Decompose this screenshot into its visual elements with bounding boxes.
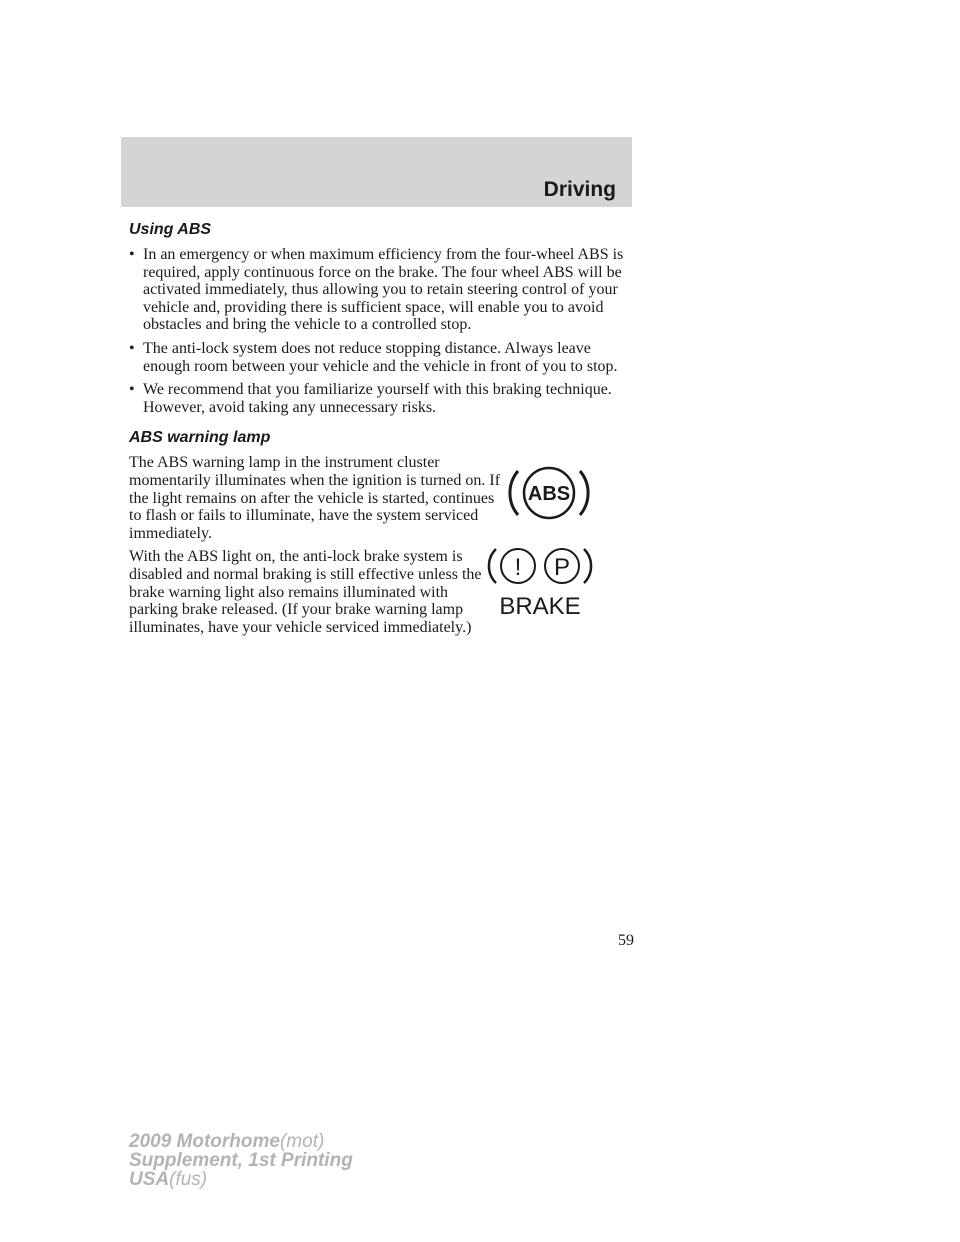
list-item-text: The anti-lock system does not reduce stopping distance. Always leave enough room between your vehicle and the vehicle in front of you to stop. [143, 339, 618, 375]
footer-line-3 [129, 1170, 353, 1189]
using-abs-list [129, 246, 634, 416]
list-item [129, 381, 634, 416]
abs-warning-heading: ABS warning lamp [129, 429, 271, 447]
abs-warning-block [129, 454, 634, 542]
footer-region-code: (fus) [169, 1169, 208, 1190]
section-title: Driving [543, 178, 616, 201]
exclamation-icon: ! [514, 554, 522, 582]
list-item [129, 246, 634, 334]
document-footer [129, 1132, 353, 1189]
page-number: 59 [618, 932, 634, 949]
using-abs-heading: Using ABS [129, 221, 212, 238]
page-content [129, 220, 634, 642]
abs-warning-paragraph: The ABS warning lamp in the instrument cluster momentarily illuminates when the ignition is turned on. If the light remains on after the vehicle is started, continues to flash or fails to illuminate, have the system serviced immediately. [129, 454, 501, 542]
footer-region: USA [129, 1169, 170, 1190]
bullet-icon: • [129, 339, 135, 357]
brake-warning-icon [484, 544, 594, 624]
list-item [129, 340, 634, 375]
section-header-band [121, 137, 632, 207]
brake-warning-paragraph: With the ABS light on, the anti-lock brake system is disabled and normal braking is still effective unless the brake warning light also remains illuminated with parking brake released. (If your brake warning lamp illuminates, have your vehicle serviced immediately.) [129, 548, 482, 636]
footer-line-1 [129, 1132, 353, 1151]
footer-model-code: (mot) [279, 1131, 325, 1152]
list-item-text: In an emergency or when maximum efficiency from the four-wheel ABS is required, apply continuous force on the brake. The four wheel ABS will be activated immediately, thus allowing you to retain steering control of your vehicle and, providing there is sufficient space, will enable you to avoid obstacles and bring the vehicle to a controlled stop. [143, 246, 624, 334]
abs-warning-icon [504, 458, 594, 528]
brake-warning-block [129, 548, 634, 636]
footer-line-2: Supplement, 1st Printing [129, 1150, 353, 1171]
list-item-text: We recommend that you familiarize yourself with this braking technique. However, avoid taking any unnecessary risks. [143, 381, 612, 416]
abs-icon-label: ABS [527, 483, 571, 506]
bullet-icon: • [129, 246, 135, 263]
bullet-icon: • [129, 381, 135, 399]
brake-icon-label: BRAKE [499, 593, 581, 621]
parking-p-icon: P [553, 554, 571, 582]
footer-model: 2009 Motorhome [129, 1131, 280, 1152]
